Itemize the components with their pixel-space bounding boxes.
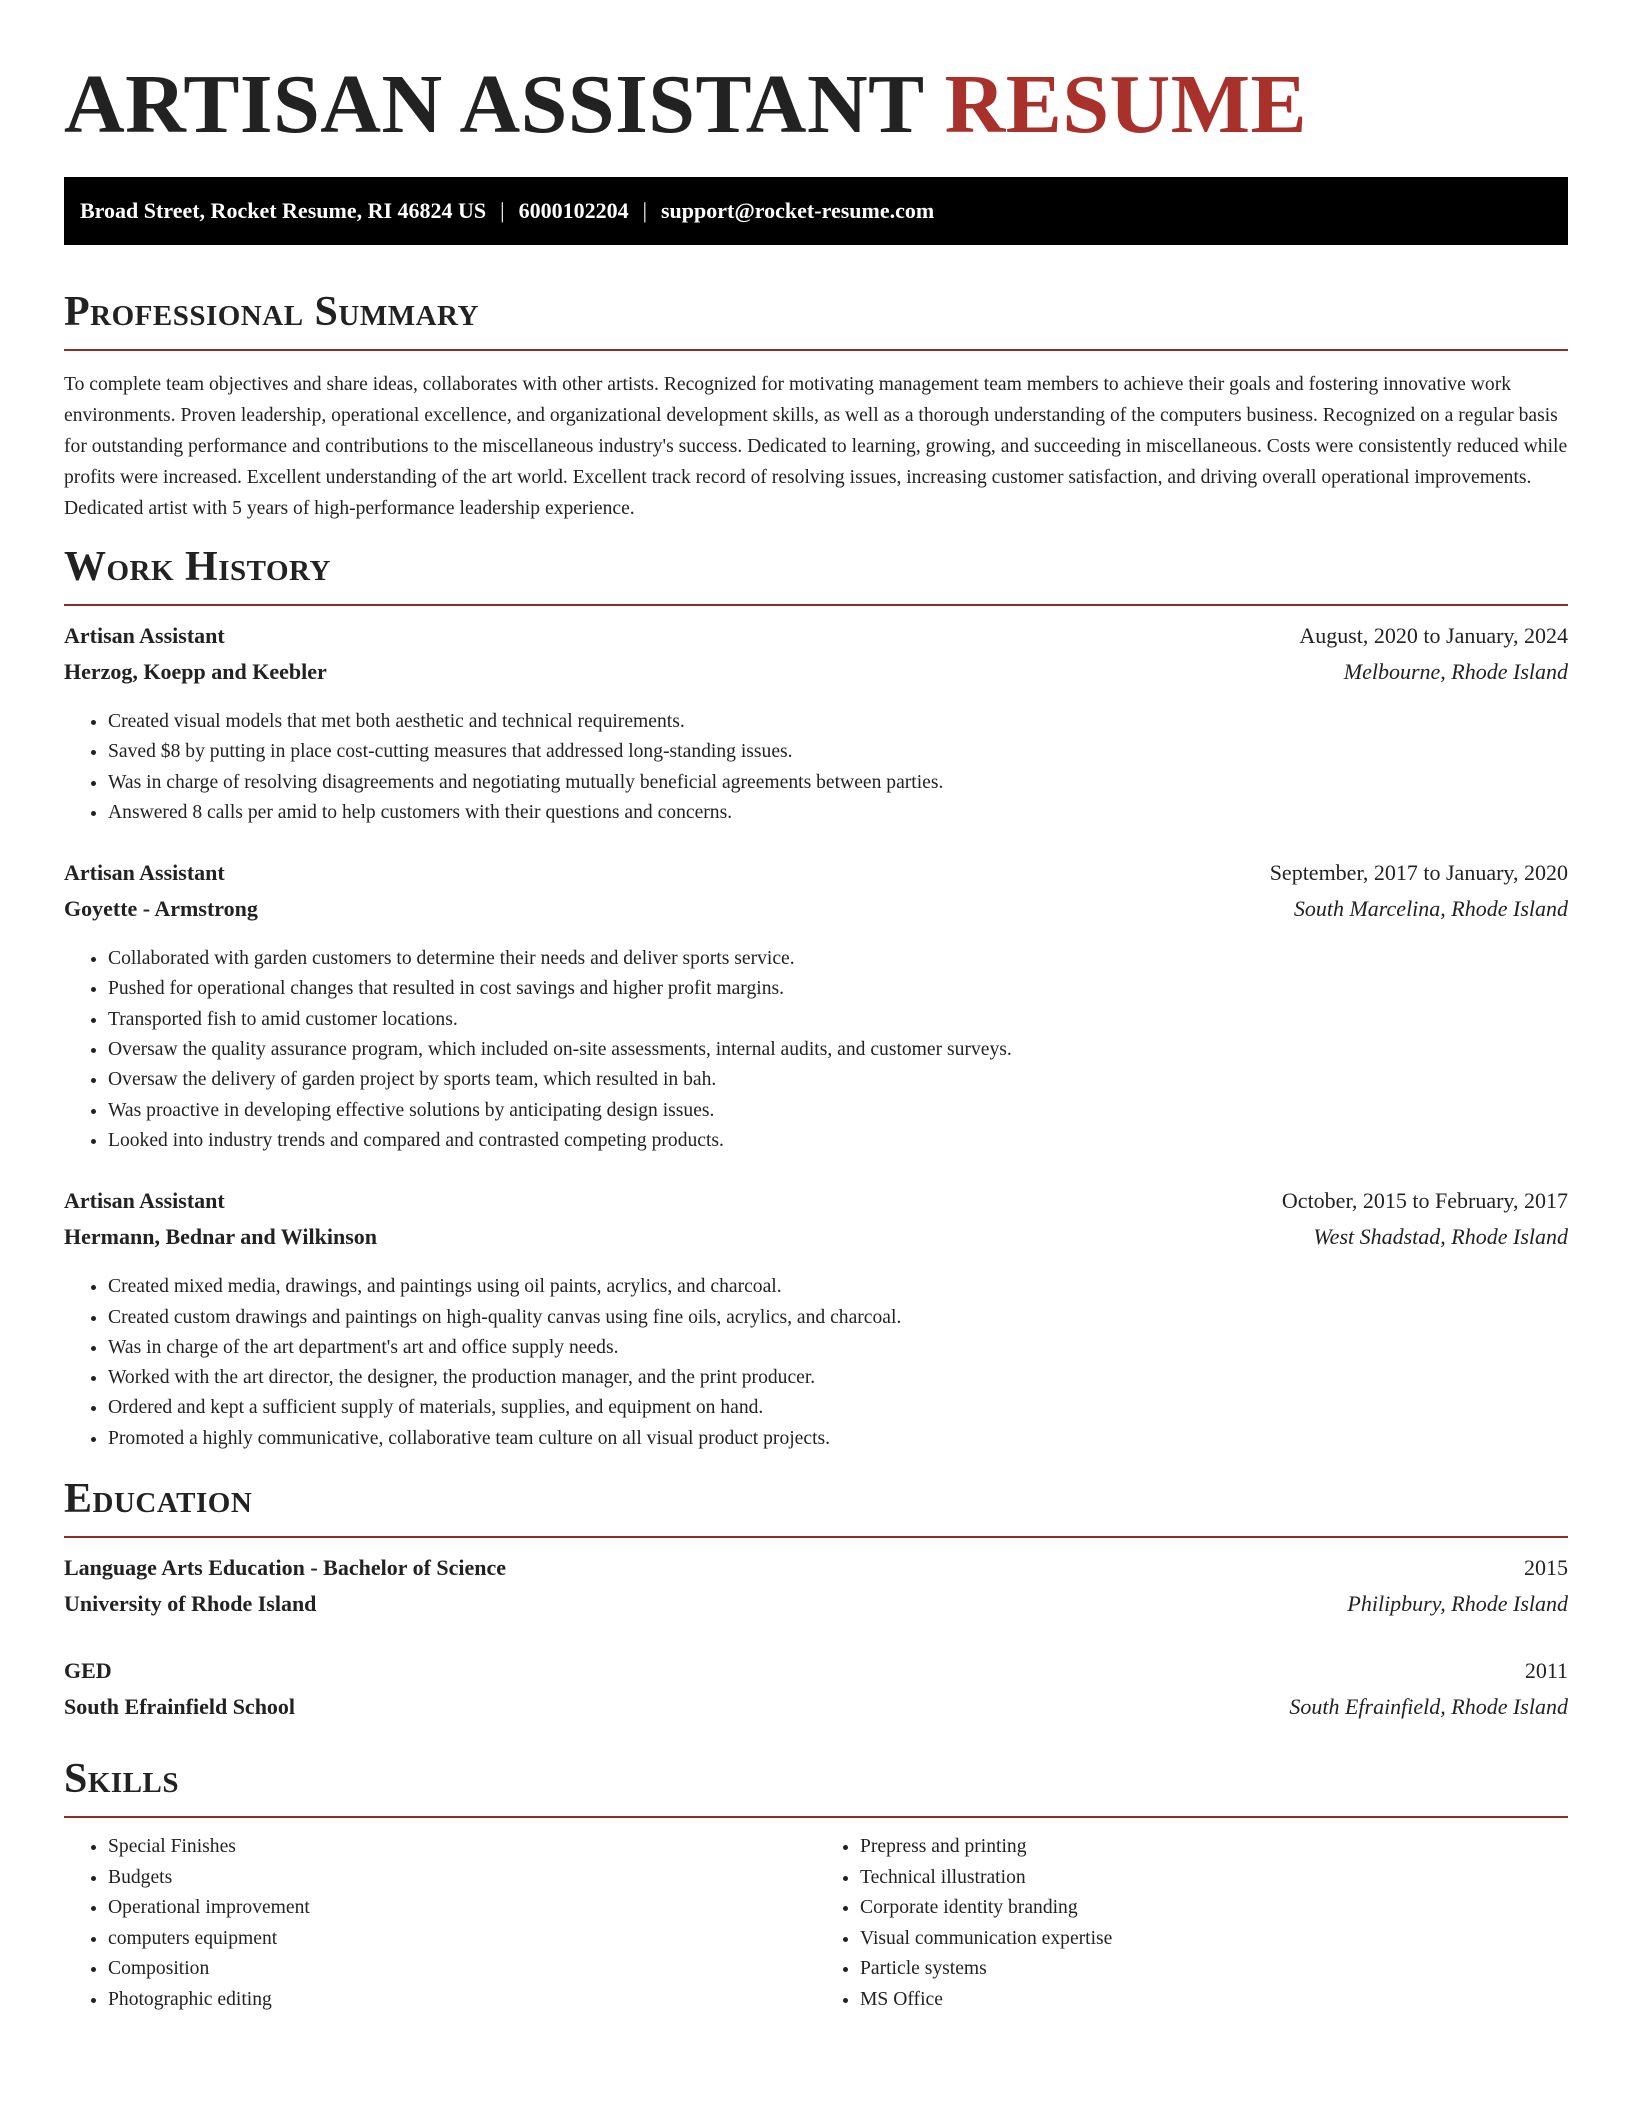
contact-address: Broad Street, Rocket Resume, RI 46824 US [80,198,487,223]
section-heading-summary: Professional Summary [64,289,479,335]
education-degree-row [64,1555,1568,1591]
summary-section [64,287,1568,524]
skill-item: • Special Finishes [108,1832,816,1863]
education-location: South Efrainfield, Rhode Island [1289,1694,1568,1720]
list-item: • Transported fish to amid customer locations. [108,1005,1568,1035]
section-divider [64,604,1568,606]
contact-separator: | [642,198,647,223]
list-item: • Worked with the art director, the designer, the production manager, and the print producer. [108,1363,1568,1393]
education-entry [64,1555,1568,1627]
education-degree-row [64,1658,1568,1694]
job-header-row [64,860,1568,896]
job-location: Melbourne, Rhode Island [1343,659,1568,684]
skill-item: • MS Office [860,1985,1568,2016]
list-item: • Saved $8 by putting in place cost-cutting measures that addressed long-standing issues. [108,737,1568,767]
education-school: University of Rhode Island [64,1591,317,1617]
list-item: • Pushed for operational changes that resulted in cost savings and higher profit margins. [108,974,1568,1004]
contact-separator: | [500,198,505,223]
contact-email: support@rocket-resume.com [660,198,935,223]
job-header-row [64,1188,1568,1224]
list-item: • Collaborated with garden customers to determine their needs and deliver sports service. [108,944,1568,974]
skills-section [64,1754,1568,2015]
job-location: West Shadstad, Rhode Island [1313,1224,1568,1250]
list-item: • Promoted a highly communicative, collaborative team culture on all visual product projects. [108,1424,1568,1454]
job-location: South Marcelina, Rhode Island [1293,896,1568,922]
skill-item: • Prepress and printing [860,1832,1568,1863]
list-item: • Oversaw the delivery of garden project by sports team, which resulted in bah. [108,1065,1568,1095]
list-item: • Created custom drawings and paintings on high-quality canvas using fine oils, acrylics, and charcoal. [108,1303,1568,1333]
contact-bar [64,177,1568,245]
education-entry [64,1658,1568,1730]
job-company: Goyette - Armstrong [64,896,258,922]
list-item: • Created mixed media, drawings, and paintings using oil paints, acrylics, and charcoal. [108,1272,1568,1302]
job-title: Artisan Assistant [64,860,225,886]
job-dates: September, 2017 to January, 2020 [1269,860,1568,886]
summary-text: To complete team objectives and share ideas, collaborates with other artists. Recognized for motivating management team members to achieve their goals and fostering innovative work environments. Proven leadership, operational excellence, and organizational development skills, as well as a thorough understanding of the computers business. Recognized on a regular basis for outstanding performance and contributions to the miscellaneous industry's success. Dedicated to learning, growing, and succeeding in miscellaneous. Costs were consistently reduced while profits were increased. Excellent understanding of the art world. Excellent track record of resolving issues, increasing customer satisfaction, and driving overall operational improvements. Dedicated artist with 5 years of high-performance leadership experience. [64,374,1568,519]
section-heading-education: Education [64,1476,253,1523]
job-bullets [64,707,1568,828]
skill-item: • Technical illustration [860,1863,1568,1894]
education-year: 2011 [1524,1658,1568,1684]
skill-item: • Corporate identity branding [860,1893,1568,1924]
job-bullets [64,1272,1568,1454]
education-section [64,1474,1568,1730]
work-history-section [64,542,1568,1454]
job-header-row [64,623,1568,659]
job-entry [64,860,1568,1156]
skills-list-right [816,1832,1568,2015]
skill-item: • Composition [108,1954,816,1985]
section-divider [64,1816,1568,1818]
list-item: • Oversaw the quality assurance program, which included on-site assessments, internal audits, and customer surveys. [108,1035,1568,1065]
list-item: • Was in charge of the art department's art and office supply needs. [108,1333,1568,1363]
job-dates: August, 2020 to January, 2024 [1299,623,1568,648]
job-entry [64,623,1568,828]
list-item: • Looked into industry trends and compared and contrasted competing products. [108,1126,1568,1156]
job-company: Herzog, Koepp and Keebler [64,659,327,684]
job-dates: October, 2015 to February, 2017 [1281,1188,1568,1214]
section-divider [64,349,1568,351]
job-company-row [64,896,1568,932]
skills-columns [64,1832,1568,2015]
title-main: ARTISAN ASSISTANT [64,58,924,151]
resume-title [64,0,1568,155]
skill-item: • Operational improvement [108,1893,816,1924]
section-heading-skills: Skills [64,1756,180,1803]
education-school: South Efrainfield School [64,1694,296,1720]
job-title: Artisan Assistant [64,1188,225,1214]
job-title: Artisan Assistant [64,623,225,648]
job-bullets [64,944,1568,1156]
education-school-row [64,1591,1568,1627]
skills-list-left [64,1832,816,2015]
skill-item: • Budgets [108,1863,816,1894]
section-heading-work-history: Work History [64,544,331,590]
job-company: Hermann, Bednar and Wilkinson [64,1224,377,1250]
skill-item: • Visual communication expertise [860,1924,1568,1955]
education-year: 2015 [1524,1555,1568,1581]
list-item: • Answered 8 calls per amid to help customers with their questions and concerns. [108,798,1568,828]
list-item: • Was proactive in developing effective solutions by anticipating design issues. [108,1096,1568,1126]
education-degree: GED [64,1658,112,1684]
section-divider [64,1536,1568,1538]
job-entry [64,1188,1568,1454]
education-location: Philipbury, Rhode Island [1347,1591,1568,1617]
list-item: • Was in charge of resolving disagreements and negotiating mutually beneficial agreements between parties. [108,768,1568,798]
job-company-row [64,659,1568,695]
list-item: • Ordered and kept a sufficient supply of materials, supplies, and equipment on hand. [108,1393,1568,1423]
list-item: • Created visual models that met both aesthetic and technical requirements. [108,707,1568,737]
education-school-row [64,1694,1568,1730]
education-degree: Language Arts Education - Bachelor of Science [64,1555,507,1581]
skill-item: • computers equipment [108,1924,816,1955]
contact-phone: 6000102204 [518,198,629,223]
title-accent: RESUME [944,58,1308,151]
job-company-row [64,1224,1568,1260]
skill-item: • Photographic editing [108,1985,816,2016]
skill-item: • Particle systems [860,1954,1568,1985]
